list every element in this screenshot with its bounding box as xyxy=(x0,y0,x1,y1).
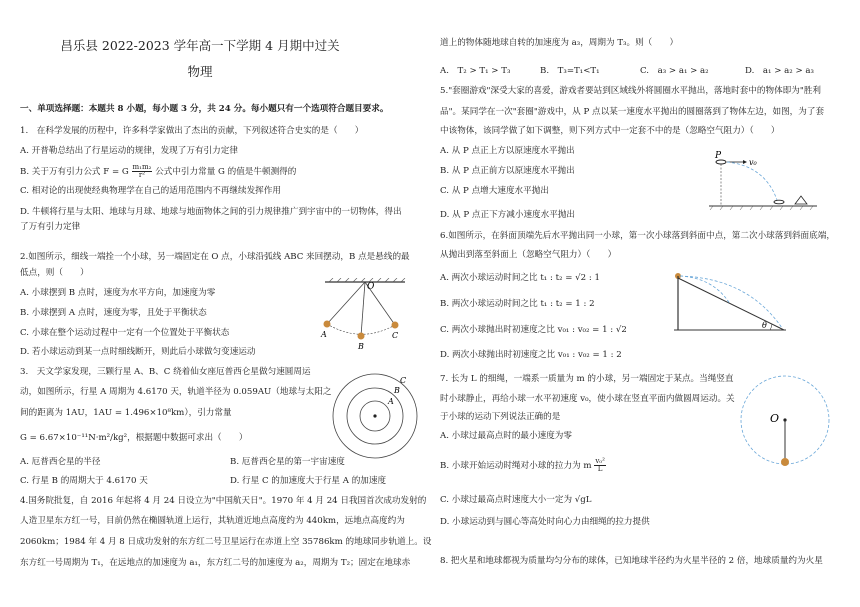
vertical-circle-figure xyxy=(735,370,835,470)
q6-option-c: C. 两次小球抛出时初速度之比 v₀₁ : v₀₂ = 1 : √2 xyxy=(440,325,627,335)
q6-line2: 从抛出到落至斜面上（忽略空气阻力）（ ） xyxy=(440,250,617,260)
q5-option-c: C. 从 P 点增大速度水平抛出 xyxy=(440,186,549,196)
q4-option-b: B. T₃=T₁<T₁ xyxy=(540,66,600,76)
q7-option-a: A. 小球过最高点时的最小速度为零 xyxy=(440,431,572,441)
q7-option-c: C. 小球过最高点时速度大小一定为 √gL xyxy=(440,495,592,505)
q1-option-b-text2: 公式中引力常量 G 的值是牛顿测得的 xyxy=(155,167,297,177)
q2-option-a: A. 小球摆到 B 点时，速度为水平方向，加速度为零 xyxy=(20,288,216,298)
orbits-figure xyxy=(330,370,420,462)
pendulum-label-b: B xyxy=(358,342,364,351)
q3-stem: 3. 天文学家发现，三颗行星 A、B、C 绕着仙女座厄普西仑星做匀速圆周运 xyxy=(20,367,311,377)
frac-numerator: v₀² xyxy=(595,457,605,465)
q4-line5: 道上的物体随地球自转的加速度为 a₃，周期为 T₃。则（ ） xyxy=(440,38,679,48)
orbit-label-c: C xyxy=(400,376,407,385)
q7-line2: 时小球静止，再给小球一水平初速度 v₀，使小球在竖直平面内做圆周运动。关 xyxy=(440,394,735,404)
q3-option-d: D. 行星 C 的加速度大于行星 A 的加速度 xyxy=(230,476,387,486)
q4-option-c: C. a₃ > a₁ > a₂ xyxy=(640,66,709,76)
pendulum-label-c: C xyxy=(392,331,399,340)
q1-option-d-cont: 了万有引力定律 xyxy=(20,222,81,232)
q7-option-d: D. 小球运动到与圆心等高处时向心力由细绳的拉力提供 xyxy=(440,517,650,527)
q1-stem: 1. 在科学发展的历程中，许多科学家做出了杰出的贡献，下列叙述符合史实的是（ ） xyxy=(20,126,364,136)
frac-denominator: L xyxy=(597,465,603,473)
q4-line3: 2060km；1984 年 4 月 8 日成功发射的东方红二号卫星运行在赤道上空 35786km 的地球同步轨道上。设 xyxy=(20,537,432,547)
q1-option-a: A. 开普勒总结出了行星运动的规律，发现了万有引力定律 xyxy=(20,146,238,156)
q6-option-b: B. 两次小球运动时间之比 t₁ : t₂ = 1 : 2 xyxy=(440,299,595,309)
circle-label-o: O xyxy=(770,412,780,425)
q5-line1: 5."套圈游戏"深受大家的喜爱，游戏者要站到区域线外将圆圈水平抛出，落地时套中的物体即为"胜利 xyxy=(440,86,821,96)
q4-option-a: A. T₂ > T₁ > T₃ xyxy=(440,66,511,76)
ring-label-v0: v₀ xyxy=(749,158,757,167)
q7-line3: 于小球的运动下列说法正确的是 xyxy=(440,412,561,422)
orbit-label-a: A xyxy=(388,397,394,406)
q5-option-b: B. 从 P 点正前方以原速度水平抛出 xyxy=(440,166,575,176)
q2-stem-cont: 低点，则（ ） xyxy=(20,268,89,278)
q2-stem: 2.如图所示，细线一端拴一个小球，另一端固定在 O 点，小球沿弧线 ABC 来回摆动，B 点是悬线的最 xyxy=(20,252,410,262)
q2-option-d: D. 若小球运动到某一点时细线断开，则此后小球做匀变速运动 xyxy=(20,347,256,357)
q7-option-b xyxy=(440,458,606,473)
incline-figure xyxy=(670,268,790,336)
exam-subject: 物理 xyxy=(187,64,213,79)
frac-denominator: r² xyxy=(138,171,146,179)
q6-option-a: A. 两次小球运动时间之比 t₁ : t₂ = √2 : 1 xyxy=(440,273,600,283)
q1-formula-fraction xyxy=(132,164,153,179)
pendulum-label-o: O xyxy=(367,282,375,292)
q4-line2: 人造卫星东方红一号，目前仍然在椭圆轨道上运行，其轨道近地点高度约为 440km，远地点高度约为 xyxy=(20,516,405,526)
orbit-label-b: B xyxy=(394,386,400,395)
q8-line1: 8. 把火星和地球都视为质量均匀分布的球体，已知地球半径约为火星半径的 2 倍，地球质量约为火星 xyxy=(440,556,823,566)
q5-line3: 中该物体，该同学做了如下调整，则下列方式中一定套不中的是（忽略空气阻力）（ ） xyxy=(440,126,780,136)
q2-option-b: B. 小球摆到 A 点时，速度为零，且处于平衡状态 xyxy=(20,308,207,318)
q3-option-a: A. 厄普西仑星的半径 xyxy=(20,457,101,467)
q3-stem-3: 间的距离为 1AU，1AU = 1.496×10⁸km），引力常量 xyxy=(20,408,232,418)
q7-fraction xyxy=(594,458,606,473)
q5-line2: 品"。某同学在一次"套圈"游戏中，从 P 点以某一速度水平抛出的圆圈落到了物体左边，如图，为了套 xyxy=(440,107,825,117)
q2-option-c: C. 小球在整个运动过程中一定有一个位置处于平衡状态 xyxy=(20,328,230,338)
q1-option-d: D. 牛顿将行星与太阳、地球与月球、地球与地面物体之间的引力规律推广到宇宙中的一切物体，得出 xyxy=(20,207,402,217)
q7-line1: 7. 长为 L 的细绳，一端系一质量为 m 的小球，另一端固定于某点。当绳竖直 xyxy=(440,374,734,384)
q3-stem-4: G = 6.67×10⁻¹¹N·m²/kg²，根据题中数据可求出（ ） xyxy=(20,433,248,443)
q5-option-d: D. 从 P 点正下方减小速度水平抛出 xyxy=(440,210,576,220)
incline-label-theta: θ xyxy=(762,321,767,330)
q7-option-b-text: B. 小球开始运动时绳对小球的拉力为 m xyxy=(440,461,592,471)
q3-option-c: C. 行星 B 的周期大于 4.6170 天 xyxy=(20,476,148,486)
q5-option-a: A. 从 P 点正上方以原速度水平抛出 xyxy=(440,146,575,156)
ring-label-p: P xyxy=(715,151,722,161)
q6-line1: 6.如图所示，在斜面顶端先后水平抛出同一小球，第一次小球落到斜面中点，第二次小球落到斜面底端， xyxy=(440,231,835,241)
frac-numerator: m₁m₂ xyxy=(132,163,152,171)
q3-stem-2: 动，如图所示，行星 A 周期为 4.6170 天，轨道半径为 0.059AU（地球与太阳之 xyxy=(20,387,332,397)
q6-option-d: D. 两次小球抛出时初速度之比 v₀₁ : v₀₂ = 1 : 2 xyxy=(440,350,622,360)
pendulum-figure xyxy=(315,278,415,353)
q4-line1: 4.国务院批复，自 2016 年起将 4 月 24 日设立为"中国航天日"。1970 年 4 月 24 日我国首次成功发射的 xyxy=(20,496,427,506)
exam-title: 昌乐县 2022-2023 学年高一下学期 4 月期中过关 xyxy=(60,38,340,53)
q1-option-c: C. 相对论的出现使经典物理学在自己的适用范围内不再继续发挥作用 xyxy=(20,186,281,196)
section-heading: 一、单项选择题：本题共 8 小题，每小题 3 分，共 24 分。每小题只有一个选项符合题目要求。 xyxy=(20,104,389,114)
q1-option-b xyxy=(20,164,296,179)
q3-option-b: B. 厄普西仑星的第一宇宙速度 xyxy=(230,457,345,467)
pendulum-label-a: A xyxy=(321,330,327,339)
ring-toss-figure xyxy=(705,148,820,213)
q4-option-d: D. a₁ > a₂ > a₃ xyxy=(745,66,814,76)
q1-option-b-text: B. 关于万有引力公式 F = G xyxy=(20,167,129,177)
q4-line4: 东方红一号周期为 T₁，在远地点的加速度为 a₁，东方红二号的加速度为 a₂，周期为 T₂；固定在地球赤 xyxy=(20,558,411,568)
